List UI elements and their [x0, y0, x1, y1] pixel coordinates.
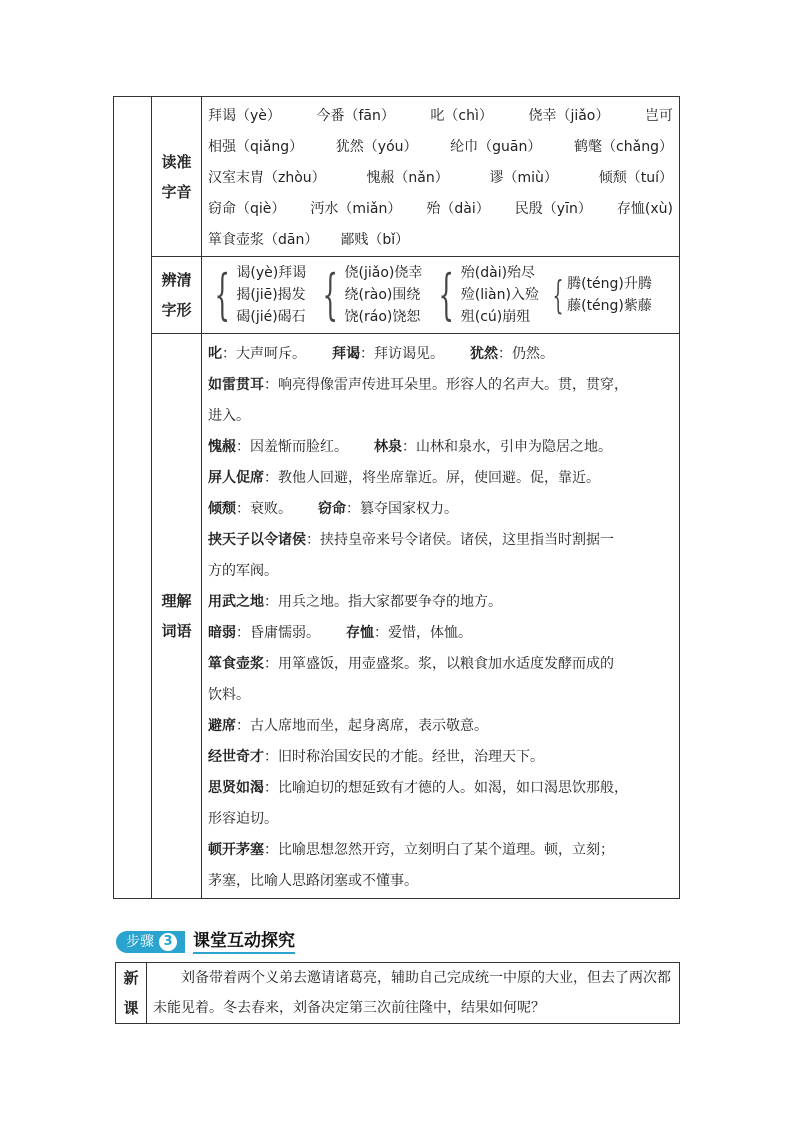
- form-entry: 殆(dài)殆尽: [460, 265, 536, 281]
- term: 暗弱: [208, 625, 236, 641]
- blank-column: [114, 97, 152, 899]
- definition: ：教他人回避，将坐席靠近。屏，使回避。促，靠近。: [264, 470, 600, 486]
- definition: ：比喻思想忽然开窍，立刻明白了某个道理。顿，立刻；: [264, 842, 614, 858]
- term: 倾颓: [208, 501, 236, 517]
- step-title: 课堂互动探究: [193, 930, 295, 954]
- term: 挟天子以令诸侯: [208, 532, 306, 548]
- definition: 形容迫切。: [208, 811, 278, 827]
- definition-line: [208, 835, 673, 866]
- term: 避席: [208, 718, 236, 734]
- term: 如雷贯耳: [208, 377, 264, 393]
- definition: ：爱惜，体恤。: [374, 625, 472, 641]
- pronunciation-line: [208, 132, 673, 163]
- form-entry: 绕(rào)围绕: [344, 287, 421, 303]
- pronunciation-cell: [202, 97, 680, 257]
- form-entry: 殓(liàn)入殓: [460, 287, 539, 303]
- intro-text: 刘备带着两个义弟去邀请诸葛亮，辅助自己完成统一中原的大业，但去了两次都未能见着。冬去春来，刘备决定第三次前往隆中，结果如何呢？: [153, 970, 671, 1016]
- definition: ：比喻迫切的想延致有才德的人。如渴，如口渴思饮那般，: [264, 780, 628, 796]
- brace-icon: {: [552, 273, 564, 317]
- term: 林泉: [374, 439, 402, 455]
- definition-line: [208, 649, 673, 680]
- term: 经世奇才: [208, 749, 264, 765]
- brace-icon: {: [214, 263, 230, 326]
- definition-line: [208, 525, 673, 556]
- pronunciation-entry: 今番（fān）: [316, 108, 395, 124]
- term: 拜谒: [332, 346, 360, 362]
- pronunciation-entry: 沔水（miǎn）: [310, 201, 402, 217]
- definition: 饮料。: [208, 687, 250, 703]
- pronunciation-entry: 倾颓（tuí）: [598, 170, 673, 186]
- step-banner: [116, 930, 295, 954]
- definition: ：仍然。: [498, 346, 554, 362]
- definition: ：用兵之地。指大家都要争夺的地方。: [264, 594, 502, 610]
- definition-line: [208, 432, 673, 463]
- definition-line: [208, 804, 673, 835]
- form-entry: 谒(yè)拜谒: [236, 265, 307, 281]
- definition-line: [208, 494, 673, 525]
- form-entry: 腾(téng)升腾: [567, 276, 652, 292]
- pronunciation-line: [208, 194, 673, 225]
- term: 犹然: [470, 346, 498, 362]
- pronunciation-entry: 愧赧（nǎn）: [366, 170, 449, 186]
- form-entry: 碣(jié)碣石: [236, 309, 306, 325]
- step-number: 3: [159, 933, 177, 951]
- term: 屏人促席: [208, 470, 264, 486]
- definition-line: [208, 587, 673, 618]
- form-entry: 殂(cú)崩殂: [460, 309, 531, 325]
- pronunciation-line: [208, 101, 673, 132]
- definition: ：挟持皇帝来号令诸侯。诸侯，这里指当时割据一: [306, 532, 614, 548]
- definition-line: [208, 866, 673, 897]
- definition: 方的军阀。: [208, 563, 278, 579]
- pronunciation-heading: 读准 字音: [152, 97, 202, 257]
- pronunciation-entry: 民殷（yīn）: [514, 201, 592, 217]
- intro-table: [115, 962, 680, 1024]
- pronunciation-entry: 岂可: [644, 108, 673, 124]
- definition-line: [208, 711, 673, 742]
- term: 叱: [208, 346, 222, 362]
- form-entry: 藤(téng)紫藤: [567, 298, 652, 314]
- pronunciation-entry: 犹然（yóu）: [335, 139, 418, 155]
- form-entry: 饶(ráo)饶恕: [344, 309, 421, 325]
- pronunciation-entry: 谬（miù）: [489, 170, 558, 186]
- definition: ：篡夺国家权力。: [346, 501, 458, 517]
- pronunciation-entry: 窃命（qiè）: [208, 201, 286, 217]
- definition: ：衰败。: [236, 501, 292, 517]
- pronunciation-entry: 殆（dài）: [426, 201, 490, 217]
- form-group: [432, 262, 539, 328]
- pronunciation-entry: 鄙贱（bǐ）: [340, 232, 410, 248]
- definition: ：响亮得像雷声传进耳朵里。形容人的名声大。贯，贯穿，: [264, 377, 628, 393]
- definition: ：昏庸懦弱。: [236, 625, 320, 641]
- term: 存恤: [346, 625, 374, 641]
- brace-icon: {: [322, 263, 339, 326]
- term: 窃命: [318, 501, 346, 517]
- definition: ：因羞惭而脸红。: [236, 439, 348, 455]
- study-table: [113, 96, 680, 899]
- pronunciation-entry: 纶巾（guān）: [450, 139, 542, 155]
- form-group: [208, 262, 306, 328]
- form-group: [316, 262, 422, 328]
- intro-text-cell: [147, 963, 680, 1024]
- pronunciation-entry: 叱（chì）: [430, 108, 493, 124]
- form-entry: 揭(jiē)揭发: [236, 287, 306, 303]
- definition-line: [208, 401, 673, 432]
- definition-line: [208, 339, 673, 370]
- term: 思贤如渴: [208, 780, 264, 796]
- pronunciation-line: [208, 163, 673, 194]
- definition: ：旧时称治国安民的才能。经世，治理天下。: [264, 749, 544, 765]
- term: 愧赧: [208, 439, 236, 455]
- term: 顿开茅塞: [208, 842, 264, 858]
- definition: ：用箪盛饭，用壶盛浆。浆，以粮食加水适度发酵而成的: [264, 656, 614, 672]
- pronunciation-entry: 箪食壶浆（dān）: [208, 232, 319, 248]
- step-badge: 步骤 3: [116, 931, 185, 953]
- pronunciation-entry: 鹤氅（chǎng）: [574, 139, 673, 155]
- definition-line: [208, 463, 673, 494]
- pronunciation-entry: 存恤(xù): [616, 201, 673, 217]
- pronunciation-entry: 拜谒（yè）: [208, 108, 281, 124]
- definition: ：拜访谒见。: [360, 346, 444, 362]
- definition: 茅塞，比喻人思路闭塞或不懂事。: [208, 873, 418, 889]
- pronunciation-entry: 侥幸（jiǎo）: [528, 108, 610, 124]
- vocab-heading: 理解 词语: [152, 334, 202, 899]
- intro-label: 新 课: [116, 963, 147, 1024]
- definition-line: [208, 680, 673, 711]
- pronunciation-entry: 汉室末胄（zhòu）: [208, 170, 326, 186]
- pronunciation-line: [208, 225, 673, 256]
- definition-line: [208, 773, 673, 804]
- form-group: [549, 262, 652, 328]
- form-entry: 侥(jiǎo)侥幸: [344, 265, 423, 281]
- definition-line: [208, 556, 673, 587]
- term: 用武之地: [208, 594, 264, 610]
- definition-line: [208, 742, 673, 773]
- definition-line: [208, 370, 673, 401]
- term: 箪食壶浆: [208, 656, 264, 672]
- forms-heading: 辨清 字形: [152, 257, 202, 334]
- pronunciation-entry: 相强（qiǎng）: [208, 139, 304, 155]
- definition: ：古人席地而坐，起身离席，表示敬意。: [236, 718, 488, 734]
- brace-icon: {: [438, 263, 455, 326]
- definition-line: [208, 618, 673, 649]
- forms-cell: [202, 257, 680, 334]
- definition: ：山林和泉水，引申为隐居之地。: [402, 439, 612, 455]
- definition: ：大声呵斥。: [222, 346, 306, 362]
- definition: 进入。: [208, 408, 250, 424]
- vocab-cell: [202, 334, 680, 899]
